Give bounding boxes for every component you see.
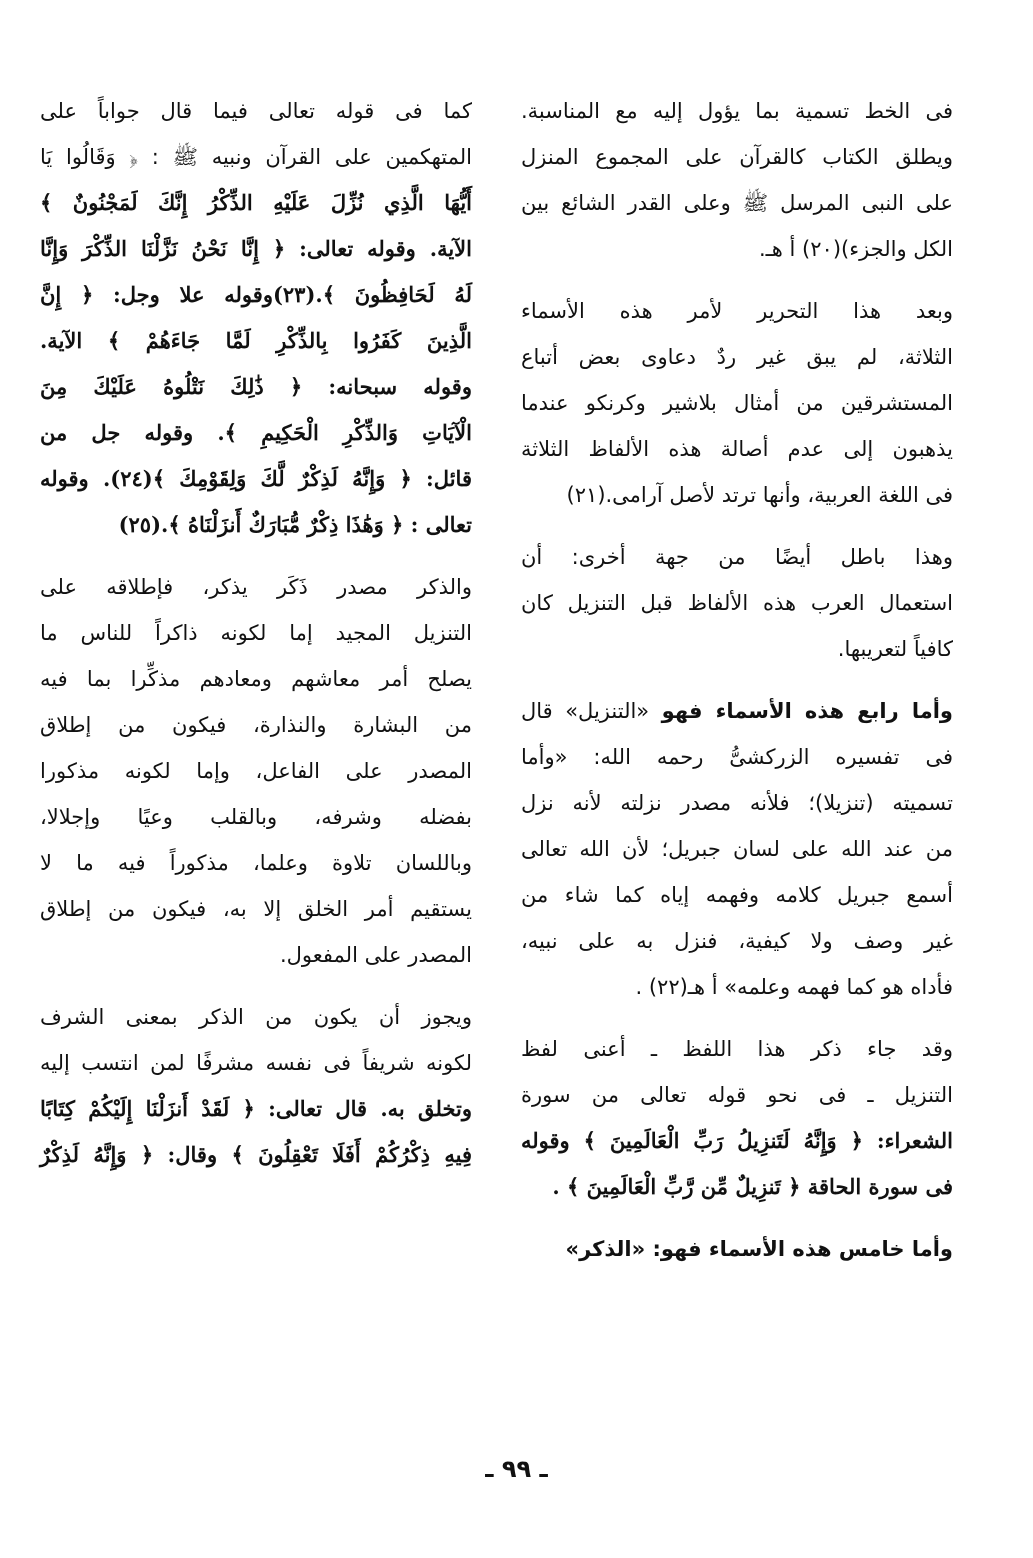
text-line: وقد جاء ذكر هذا اللفظ ـ أعنى لفظ — [521, 1037, 953, 1061]
text-line: ويطلق الكتاب كالقرآن على المجموع المنزل — [521, 145, 953, 169]
text-line-with-verse: وقوله سبحانه: ﴿ ذَٰلِكَ نَتْلُوهُ عَلَيْكَ مِنَ — [40, 374, 472, 399]
paragraph-right-2 — [521, 288, 953, 518]
text-line: فى اللغة العربية، وأنها ترتد لأصل آرامى.(٢١) — [566, 483, 953, 507]
paragraph-left-3 — [40, 994, 472, 1178]
paragraph-right-1 — [521, 88, 953, 272]
text-line-with-verse: الْآيَاتِ وَالذِّكْرِ الْحَكِيمِ ﴾. وقوله جل من — [40, 420, 472, 445]
text-line: التنزيل ـ فى نحو قوله تعالى من سورة — [521, 1083, 953, 1107]
text-line-with-verse: وتخلق به. قال تعالى: ﴿ لَقَدْ أَنزَلْنَا إِلَيْكُمْ كِتَابًا — [40, 1096, 472, 1121]
text-line: فى تفسيره الزركشىُّ رحمه الله: «وأما — [521, 745, 953, 769]
paragraph-left-2 — [40, 564, 472, 978]
text-line: يستقيم أمر الخلق إلا به، فيكون من إطلاق — [40, 897, 472, 921]
text-line: من عند الله على لسان جبريل؛ لأن الله تعالى — [521, 837, 953, 861]
text-line: لكونه شريفاً فى نفسه مشرفًا لمن انتسب إليه — [40, 1051, 472, 1075]
paragraph-right-3 — [521, 534, 953, 672]
text-line-with-verse: لَهُ لَحَافِظُونَ ﴾.(٢٣)وقوله علا وجل: ﴿ إِنَّ — [40, 282, 472, 307]
text-line-with-verse: أَيُّهَا الَّذِي نُزِّلَ عَلَيْهِ الذِّكْرُ إِنَّكَ لَمَجْنُونٌ ﴾ — [40, 190, 472, 215]
text-line: يذهبون إلى عدم أصالة هذه الألفاظ الثلاثة — [521, 437, 953, 461]
text-line: الكل والجزء)(٢٠) أ هـ. — [758, 237, 953, 261]
text-line: كافياً لتعريبها. — [837, 637, 953, 661]
right-column — [521, 88, 953, 1288]
paragraph-right-4 — [521, 688, 953, 1010]
paragraph-right-6 — [521, 1226, 953, 1272]
text-line: يصلح أمر معاشهم ومعادهم مذكِّرا بما فيه — [40, 667, 472, 691]
text-line: أسمع جبريل كلامه وفهمه إياه كما شاء من — [521, 883, 953, 907]
text-line-with-verse: تعالى : ﴿ وَهَٰذَا ذِكْرٌ مُّبَارَكٌ أَنزَلْنَاهُ ﴾.(٢٥) — [118, 512, 472, 537]
text-line: من البشارة والنذارة، فيكون من إطلاق — [40, 713, 472, 737]
section-heading-fourth-name: وأما رابع هذه الأسماء فهو — [661, 699, 953, 723]
text-line — [521, 688, 953, 734]
text-line-with-verse: فِيهِ ذِكْرُكُمْ أَفَلَا تَعْقِلُونَ ﴾ وقال: ﴿ وَإِنَّهُ لَذِكْرٌ — [40, 1142, 472, 1167]
text-line-with-verse: الشعراء: ﴿ وَإِنَّهُ لَتَنزِيلُ رَبِّ الْعَالَمِينَ ﴾ وقوله — [521, 1128, 953, 1153]
text-line-with-verse: قائل: ﴿ وَإِنَّهُ لَذِكْرٌ لَّكَ وَلِقَوْمِكَ ﴾(٢٤). وقوله — [40, 466, 472, 491]
text-line: وهذا باطل أيضًا من جهة أخرى: أن — [521, 545, 953, 569]
text-line: الثلاثة، لم يبق غير ردٌ دعاوى بعض أتباع — [521, 345, 953, 369]
page-number: ـ ٩٩ ـ — [485, 1455, 548, 1483]
text-line: والذكر مصدر ذَكَر يذكر، فإطلاقه على — [40, 575, 472, 599]
text-line: المصدر على المفعول. — [280, 943, 472, 967]
text-line: المستشرقين من أمثال بلاشير وكرنكو عندما — [521, 391, 953, 415]
text-line: تسميته (تنزيلا)؛ فلأنه مصدر نزلته لأنه نزل — [521, 791, 953, 815]
paragraph-left-1 — [40, 88, 472, 548]
text-line: فى الخط تسمية بما يؤول إليه مع المناسبة. — [521, 99, 953, 123]
text-fragment: «التنزيل» قال — [521, 699, 650, 723]
text-line-with-verse: فى سورة الحاقة ﴿ تَنزِيلٌ مِّن رَّبِّ الْعَالَمِينَ ﴾ . — [552, 1174, 953, 1199]
text-line: غير وصف ولا كيفية، فنزل به على نبيه، — [521, 929, 953, 953]
text-line: المصدر على الفاعل، وإما لكونه مذكورا — [40, 759, 472, 783]
text-line: استعمال العرب هذه الألفاظ قبل التنزيل كان — [521, 591, 953, 615]
paragraph-right-5 — [521, 1026, 953, 1210]
text-line: وبعد هذا التحرير لأمر هذه الأسماء — [521, 299, 953, 323]
text-line-with-verse: الآية. وقوله تعالى: ﴿ إِنَّا نَحْنُ نَزَّلْنَا الذِّكْرَ وَإِنَّا — [40, 236, 472, 261]
text-line: المتهكمين على القرآن ونبيه ﷺ : ﴿ وَقَالُوا يَا — [40, 145, 472, 169]
text-line: فأداه هو كما فهمه وعلمه» أ هـ(٢٢) . — [635, 975, 953, 999]
text-line: على النبى المرسل ﷺ وعلى القدر الشائع بين — [521, 191, 953, 215]
text-line: وباللسان تلاوة وعلما، مذكوراً فيه ما لا — [40, 851, 472, 875]
text-line: التنزيل المجيد إما لكونه ذاكراً للناس ما — [40, 621, 472, 645]
text-line: بفضله وشرفه، وبالقلب وعيًا وإجلالا، — [40, 805, 472, 829]
text-line: كما فى قوله تعالى فيما قال جواباً على — [40, 99, 472, 123]
section-heading-fifth-name: وأما خامس هذه الأسماء فهو: «الذكر» — [565, 1237, 953, 1261]
text-line: ويجوز أن يكون من الذكر بمعنى الشرف — [40, 1005, 472, 1029]
text-line-with-verse: الَّذِينَ كَفَرُوا بِالذِّكْرِ لَمَّا جَاءَهُمْ ﴾ الآية. — [40, 328, 472, 353]
left-column — [40, 88, 472, 1194]
